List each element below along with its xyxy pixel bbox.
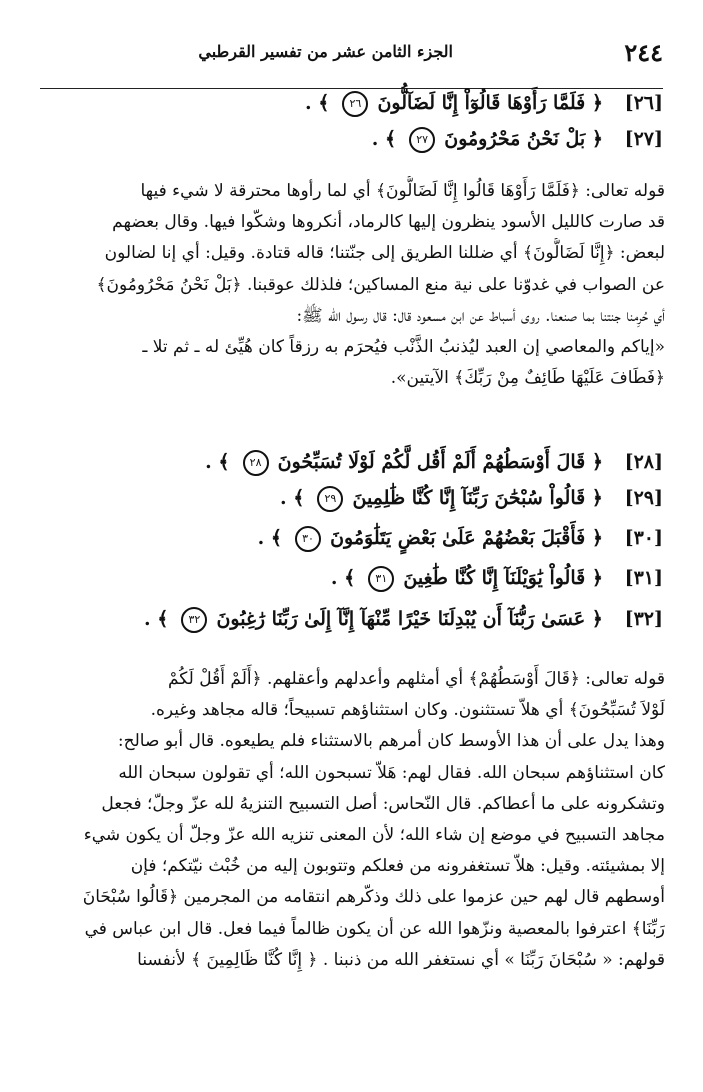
text-line: قوله تعالى: ﴿قَالَ أَوْسَطُهُمْ﴾ أي أمثلهم وأعدلهم وأعقلهم. ﴿أَلَمْ أَقُلْ لَكُمْ [167,669,665,689]
verse-text: ﴿ بَلْ نَحْنُ مَحْرُومُونَ [444,128,603,150]
verse-close: ﴾ . [205,451,230,473]
verse-line [40,604,663,634]
page-header [40,30,663,89]
ayah-end-marker: ٢٩ [317,486,343,512]
ayah-end-marker: ٢٦ [342,91,368,117]
text-line: «إياكم والمعاصي إن العبد ليُذنبُ الذَّنْب فيُحرَم به رزقاً كان هُيِّئ له ـ ثم تلا ـ [142,337,665,358]
ayah-end-marker: ٣٠ [295,526,321,552]
text-line: لَوْلاَ تُسَبِّحُونَ﴾ أي هلاّ تستثنون. وكان استثناؤهم تسبيحاً؛ قاله مجاهد وغيره. [150,700,665,721]
commentary-paragraph [38,664,665,976]
verse-number: [٣٢] [624,608,663,630]
verse-number: [٢٦] [624,92,663,114]
text-line: قولهم: « سُبْحَانَ رَبِّنَا » أي نستغفر الله من ذنبنا . ﴿ إِنَّا كُنَّا ظَالِمِينَ ﴾ لأنفسنا [137,949,665,970]
verse-number: [٣١] [624,567,663,589]
text-line: لبعض: ﴿إِنَّا لَضَالُّونَ﴾ أي ضللنا الطريق إلى جنّتنا؛ قاله قتادة. وقيل: أي إنا لضالون [104,243,665,264]
text-line: قوله تعالى: ﴿فَلَمَّا رَأَوْهَا قَالُوا إِنَّا لَضَالُّونَ﴾ أي لما رأوها محترقة لا شيء فيها [140,181,665,201]
ayah-end-marker: ٣٢ [181,607,207,633]
verse-text: ﴿ عَسَىٰ رَبُّنَآ أَن يُبْدِلَنَا خَيْرًا مِّنْهَآ إِنَّآ إِلَىٰ رَبِّنَا رَٰغِبُونَ [216,608,603,630]
text-line: رَبِّنَا﴾ اعترفوا بالمعصية ونزّهوا الله عن أن يكون ظالماً فيما فعل. قال ابن عباس في [84,918,665,939]
verse-close: ﴾ . [304,92,330,114]
ayah-end-marker: ٣١ [368,566,394,592]
verse-close: ﴾ . [330,567,356,589]
verse-text: ﴿ قَالَ أَوْسَطُهُمْ أَلَمْ أَقُل لَّكُمْ لَوْلَا تُسَبِّحُونَ [277,451,603,473]
verse-close: ﴾ . [280,487,305,509]
verse-number: [٢٨] [624,451,663,473]
text-line: عن الصواب في غدوّنا على نية منع المساكين؛ فلذلك عوقبنا. ﴿بَلْ نَحْنُ مَحْرُومُونَ﴾ [96,274,665,295]
verse-number: [٢٧] [624,128,663,150]
verse-text: ﴿ فَلَمَّا رَأَوْهَا قَالُوٓاْ إِنَّا لَضَآلُّونَ [377,92,603,114]
verse-line [40,483,663,513]
verse-line [40,124,663,154]
text-line: كان استثناؤهم سبحان الله. فقال لهم: هَلاّ تسبحون الله؛ أي تقولون سبحان الله [118,762,665,783]
text-line: أي حُرِمنا جنتنا بما صنعنا. روى أسباط عن ابن مسعود قال: قال رسول الله ﷺ: [296,305,665,326]
page-number: ٢٤٤ [624,38,663,67]
verse-number: [٢٩] [624,487,663,509]
verse-text: ﴿ قَالُواْ سُبْحَٰنَ رَبِّنَآ إِنَّا كُنَّا ظَٰلِمِينَ [352,487,603,509]
text-line: إلا بمشيئته. وقيل: هلاّ تستغفرونه من فعلكم وتتوبون إليه من خُبْث نيّتكم؛ فإن [130,856,665,877]
verse-text: ﴿ فَأَقْبَلَ بَعْضُهُمْ عَلَىٰ بَعْضٍ يَتَلَٰوَمُونَ [330,527,603,549]
verse-line [40,88,663,118]
verse-close: ﴾ . [371,128,397,150]
ayah-end-marker: ٢٧ [409,127,435,153]
text-line: أوسطهم قال لهم حين عزموا على ذلك وذكّرهم انتقامه من المجرمين ﴿قَالُوا سُبْحَانَ [82,887,665,908]
verse-line [40,447,663,477]
running-title: الجزء الثامن عشر من تفسير القرطبي [198,42,453,61]
text-line: ﴿فَطَافَ عَلَيْهَا طَائِفٌ مِنْ رَبِّكَ﴾ الآيتين». [390,368,665,389]
text-line: قد صارت كالليل الأسود ينظرون إليها كالرماد، أنكروها وشكّوا فيها. وقال بعضهم [112,212,665,233]
verse-line [40,563,663,593]
verse-close: ﴾ . [143,608,169,630]
ayah-end-marker: ٢٨ [243,450,269,476]
commentary-paragraph [38,176,665,394]
text-line: وتشكرونه على ما أعطاكم. قال النّحاس: أصل التسبيح التنزيهُ لله عزّ وجلّ؛ فجعل [101,793,665,814]
verse-text: ﴿ قَالُواْ يَٰوَيْلَنَآ إِنَّا كُنَّا طَٰغِينَ [403,567,603,589]
verse-line [40,523,663,553]
text-line: مجاهد التسبيح في موضع إن شاء الله؛ لأن المعنى تنزيه الله عزّ وجلّ أن يكون شيء [83,825,665,846]
verse-number: [٣٠] [624,527,663,549]
text-line: وهذا يدل على أن هذا الأوسط كان أمرهم بالاستثناء فلم يطيعوه. قال أبو صالح: [117,731,665,752]
verse-close: ﴾ . [257,527,282,549]
